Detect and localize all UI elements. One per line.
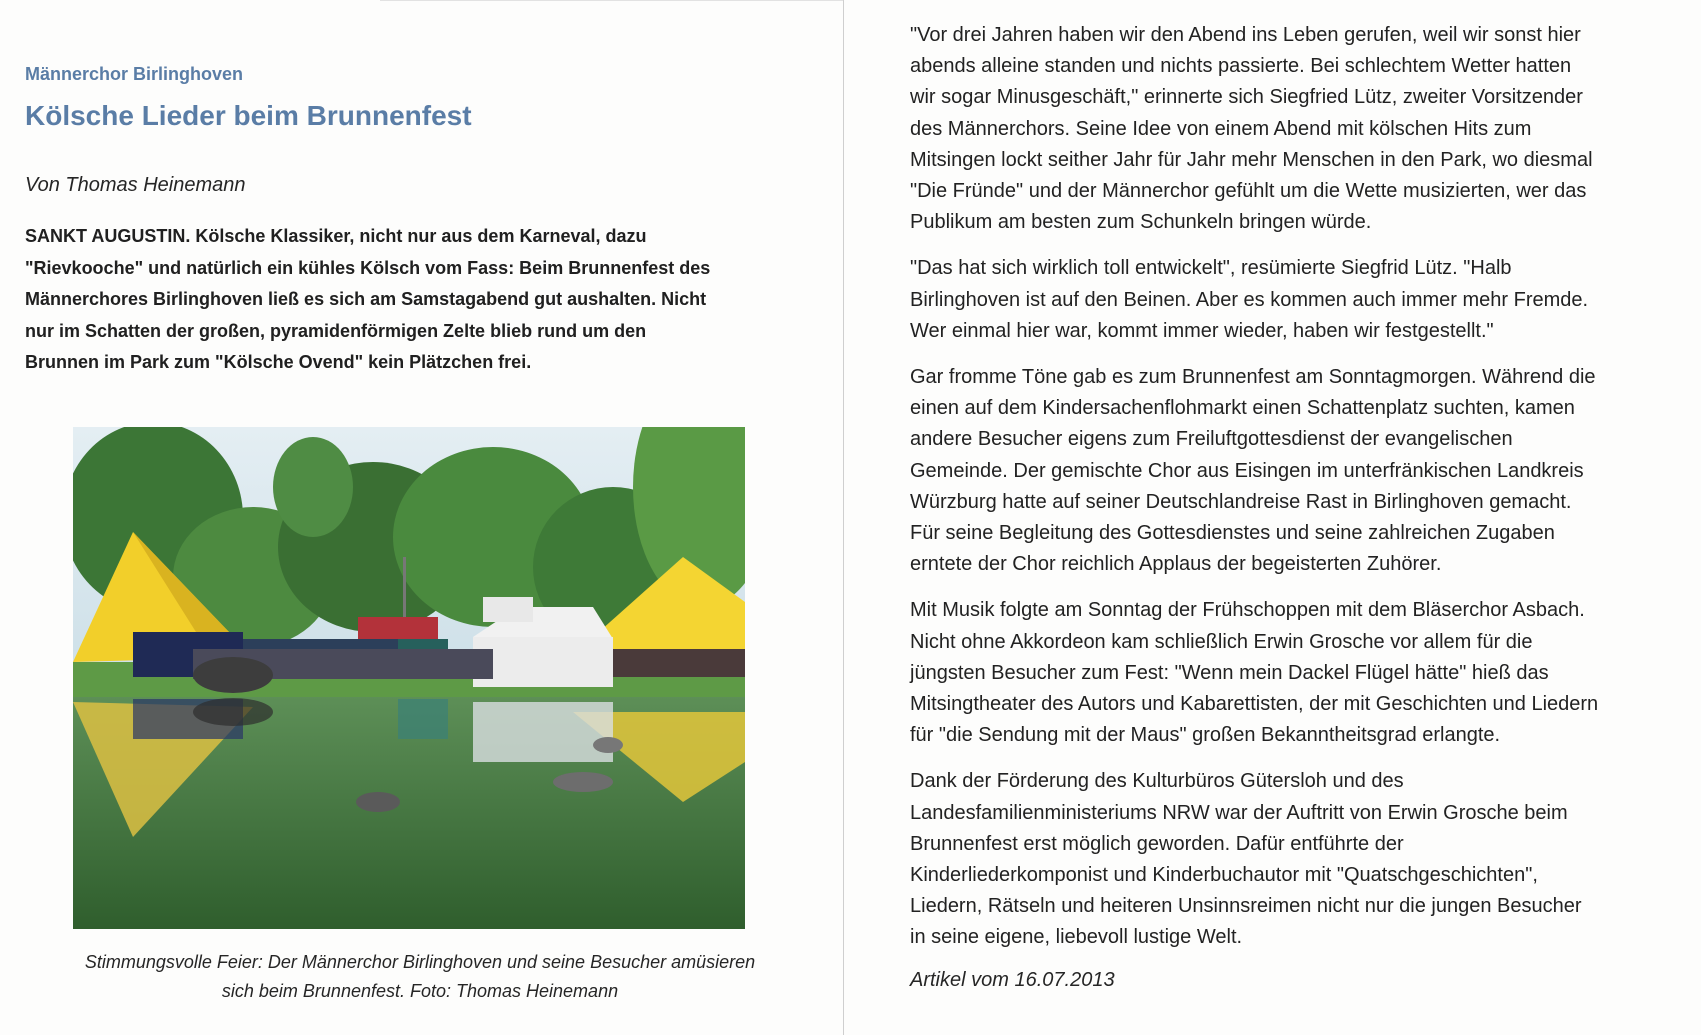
text-line: "Die Fründe" und der Männerchor gefühlt um die Wette musizierten, wer das: [910, 180, 1587, 203]
article-headline: Kölsche Lieder beim Brunnenfest: [25, 100, 472, 131]
text-line: Nicht ohne Akkordeon kam schließlich Erwin Grosche vor allem für die: [910, 630, 1533, 653]
text-line: des Männerchors. Seine Idee von einem Abend mit kölschen Hits zum: [910, 117, 1532, 140]
text-line: Publikum am besten zum Schunkeln bringen würde.: [910, 211, 1372, 234]
text-line: Gemeinde. Der gemischte Chor aus Eisingen im unterfränkischen Landkreis: [910, 459, 1584, 482]
text-line: Liedern, Rätseln und heiteren Unsinnsreimen nicht nur die jungen Besucher: [910, 895, 1582, 918]
body-paragraph: [910, 362, 1680, 580]
lead-line: "Rievkooche" und natürlich ein kühles Kölsch vom Fass: Beim Brunnenfest des: [25, 257, 711, 278]
scan-edge: [380, 0, 843, 1]
photo-caption: [0, 948, 840, 1006]
text-line: "Das hat sich wirklich toll entwickelt", resümierte Siegfrid Lütz. "Halb: [910, 257, 1512, 280]
text-line: in seine eigene, liebevoll lustige Welt.: [910, 926, 1243, 949]
text-line: abends alleine standen und nichts passierte. Bei schlechtem Wetter hatten: [910, 55, 1572, 78]
text-line: Mit Musik folgte am Sonntag der Frühschoppen mit dem Bläserchor Asbach.: [910, 599, 1585, 622]
caption-line: Stimmungsvolle Feier: Der Männerchor Birlinghoven und seine Besucher amüsieren: [84, 952, 756, 972]
column-divider: [843, 0, 844, 1035]
text-line: Mitsingen lockt seither Jahr für Jahr mehr Menschen in den Park, wo diesmal: [910, 148, 1593, 171]
text-line: Birlinghoven ist auf den Beinen. Aber es kommen auch immer mehr Fremde.: [910, 288, 1589, 311]
lead-line: Männerchores Birlinghoven ließ es sich am Samstagabend gut aushalten. Nicht: [25, 289, 707, 309]
text-line: Dank der Förderung des Kulturbüros Gütersloh und des: [910, 770, 1404, 793]
body-paragraph: [910, 766, 1680, 953]
lead-paragraph: [25, 221, 815, 379]
text-line: jüngsten Besucher zum Fest: "Wenn mein Dackel Flügel hätte" hieß das: [910, 661, 1549, 684]
text-line: Für seine Begleitung des Gottesdienstes und seine zahlreichen Zugaben: [910, 522, 1555, 545]
body-paragraph: [910, 595, 1680, 751]
text-line: "Vor drei Jahren haben wir den Abend ins Leben gerufen, weil wir sonst hier: [910, 24, 1581, 46]
text-line: Gar fromme Töne gab es zum Brunnenfest am Sonntagmorgen. Während die: [910, 366, 1596, 389]
article-date: Artikel vom 16.07.2013: [910, 968, 1115, 991]
text-line: Mitsingtheater des Autors und Kabarettisten, der mit Geschichten und Liedern: [910, 693, 1599, 716]
text-line: Landesfamilienministeriums NRW war der Auftritt von Erwin Grosche beim: [910, 801, 1568, 824]
text-line: wir sogar Minusgeschäft," erinnerte sich Siegfried Lütz, zweiter Vorsitzender: [910, 86, 1583, 109]
text-line: für "die Sendung mit der Maus" großen Bekanntheitsgrad erlangte.: [910, 724, 1501, 747]
caption-line: sich beim Brunnenfest. Foto: Thomas Heinemann: [221, 981, 619, 1001]
lead-line: Brunnen im Park zum "Kölsche Ovend" kein Plätzchen frei.: [25, 352, 532, 372]
body-paragraph: [910, 20, 1680, 238]
text-line: Wer einmal hier war, kommt immer wieder, haben wir festgestellt.": [910, 319, 1494, 342]
byline: Von Thomas Heinemann: [25, 174, 246, 196]
lead-line: SANKT AUGUSTIN. Kölsche Klassiker, nicht nur aus dem Karneval, dazu: [25, 226, 647, 246]
festival-photo: [73, 427, 745, 929]
text-line: erntete der Chor reichlich Applaus der begeisterten Zuhörer.: [910, 553, 1442, 576]
text-line: Würzburg hatte auf seiner Deutschlandreise Rast in Birlinghoven gemacht.: [910, 490, 1572, 513]
text-line: andere Besucher eigens zum Freiluftgottesdienst der evangelischen: [910, 428, 1513, 451]
kicker: Männerchor Birlinghoven: [25, 64, 244, 84]
text-line: Kinderliederkomponist und Kinderbuchautor mit "Quatschgeschichten",: [910, 864, 1538, 887]
body-paragraph: [910, 253, 1680, 347]
text-line: einen auf dem Kindersachenflohmarkt einen Schattenplatz suchten, kamen: [910, 397, 1575, 420]
right-column: [910, 20, 1680, 992]
lead-line: nur im Schatten der großen, pyramidenförmigen Zelte blieb rund um den: [25, 320, 647, 341]
text-line: Brunnenfest erst möglich geworden. Dafür entführte der: [910, 832, 1404, 855]
